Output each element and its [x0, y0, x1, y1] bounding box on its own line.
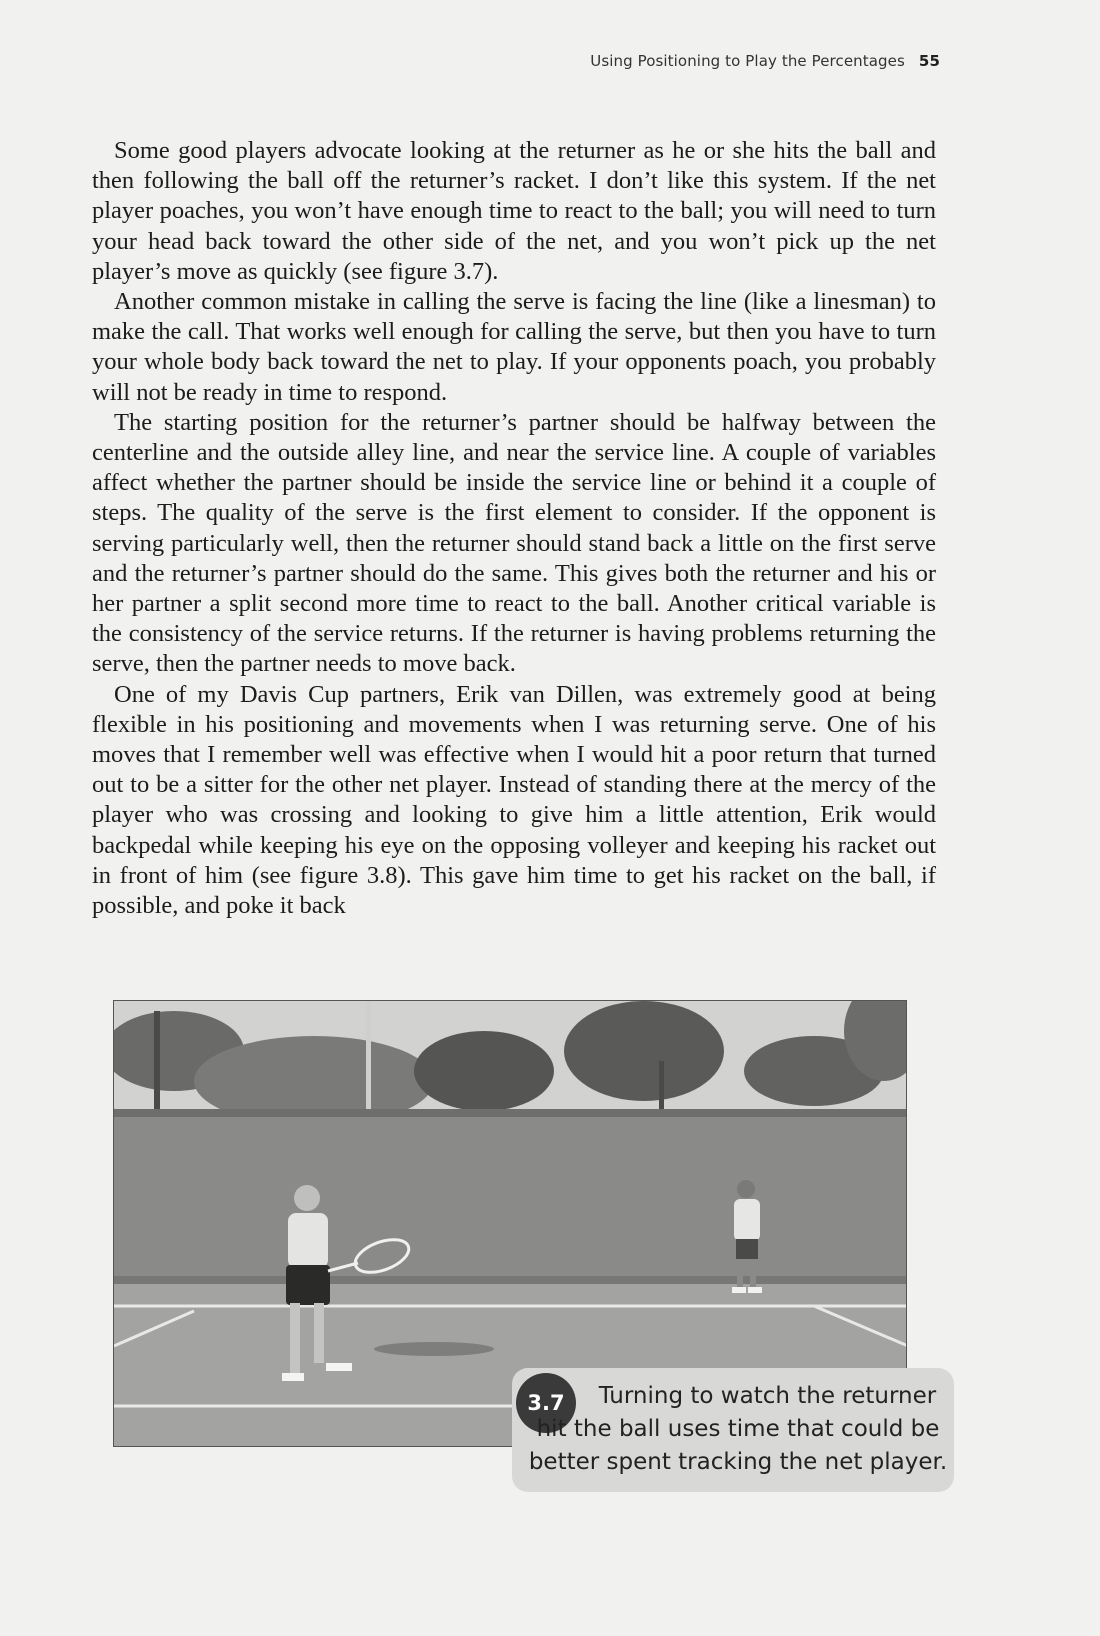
body-text [92, 136, 936, 921]
paragraph: Another common mistake in calling the serve is facing the line (like a linesman) to make the call. That works well enough for calling the serve, but then you have to turn your whole body back toward the net to play. If your opponents poach, you probably will not be ready in time to respond. [92, 288, 936, 406]
running-title: Using Positioning to Play the Percentages [590, 52, 905, 70]
paragraph: The starting position for the returner’s partner should be halfway between the centerline and the outside alley line, and near the service line. A couple of variables affect whether the partner should be inside the service line or behind it a couple of steps. The quality of the serve is the first element to consider. If the opponent is serving particularly well, then the returner should stand back a little on the first serve and the returner’s partner should do the same. This gives both the returner and his or her partner a split second more time to react to the ball. Another critical variable is the consistency of the service returns. If the returner is having problems returning the serve, then the partner needs to move back. [92, 408, 936, 678]
running-head [590, 52, 940, 70]
page-number: 55 [918, 52, 940, 70]
figure-number-badge: 3.7 [516, 1373, 576, 1433]
paragraph: One of my Davis Cup partners, Erik van Dillen, was extremely good at being flexible in his positioning and movements when I was returning serve. One of his moves that I remember well was effective when I would hit a poor return that turned out to be a sitter for the other net player. Instead of standing there at the mercy of the player who was crossing and looking to give him a little attention, Erik would backpedal while keeping his eye on the opposing volleyer and keeping his racket out in front of him (see figure 3.8). This gave him time to get his racket on the ball, if possible, and poke it back [92, 680, 936, 920]
paragraph: Some good players advocate looking at the returner as he or she hits the ball and then following the ball off the returner’s racket. I don’t like this system. If the net player poaches, you won’t have enough time to react to the ball; you will need to turn your head back toward the other side of the net, and you won’t pick up the net player’s move as quickly (see figure 3.7). [92, 137, 936, 285]
figure-caption: Turning to watch the returner hit the ball uses time that could be better spent tracking the net player. [528, 1383, 948, 1475]
